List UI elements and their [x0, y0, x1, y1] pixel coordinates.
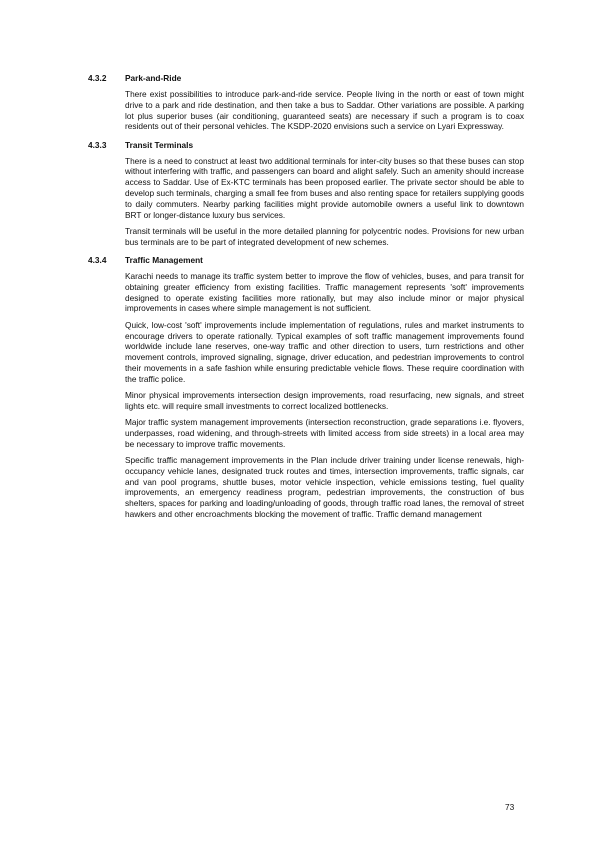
section-title: Traffic Management: [125, 255, 203, 266]
paragraph: Quick, low-cost 'soft' improvements include implementation of regulations, rules and market instruments to encourage drivers to operate rationally. Typical examples of soft traffic management improvements found worldwide include lane reserves, one-way traffic and other direction to users, turn restrictions and other movement controls, improved signaling, signage, driver education, and pedestrian improvements to control their movements in a safe fashion while ensuring predictable vehicle flows. These require coordination with the traffic police.: [125, 319, 524, 384]
paragraph: There is a need to construct at least two additional terminals for inter-city buses so that these buses can stop without interfering with traffic, and passengers can board and alight safely. Such an amenity should increase access to Saddar. Use of Ex-KTC terminals has been proposed earlier. The private sector should be able to develop such terminals, charging a small fee from buses and also renting space for retailers supplying goods to daily commuters. Nearby parking facilities might provide automobile owners a useful link to downtown BRT or longer-distance luxury bus services.: [125, 155, 524, 220]
paragraph: Major traffic system management improvements (intersection reconstruction, grade separations i.e. flyovers, underpasses, road widening, and through-streets with limited access from side streets) in a local area may be necessary to improve traffic movements.: [125, 417, 524, 449]
paragraph: Transit terminals will be useful in the more detailed planning for polycentric nodes. Provisions for new urban bus terminals are to be part of integrated development of new schemes.: [125, 225, 524, 247]
section-number: 4.3.4: [88, 255, 107, 266]
paragraph: Minor physical improvements intersection design improvements, road resurfacing, new signals, and street lights etc. will require small investments to correct localized bottlenecks.: [125, 390, 524, 411]
section-traffic-management: [88, 255, 524, 520]
section-title: Transit Terminals: [125, 139, 194, 150]
section-transit-terminals: [88, 140, 524, 248]
section-title: Park-and-Ride: [125, 73, 182, 83]
page-number: 73: [505, 802, 515, 812]
section-number: 4.3.2: [88, 73, 107, 83]
paragraph: Specific traffic management improvements in the Plan include driver training under license renewals, high-occupancy vehicle lanes, designated truck routes and times, intersection improvements, traffic signals, car and van pool programs, shuttle buses, motor vehicle inspection, vehicle emissions testing, fuel quality improvements, an emergency readiness program, pedestrian improvements, the construction of bus shelters, spaces for parking and loading/unloading of goods, through traffic road lanes, the removal of street hawkers and other encroachments blocking the movement of traffic. Traffic demand management: [125, 455, 524, 519]
section-park-and-ride: [88, 73, 524, 132]
document-body: [88, 73, 524, 525]
section-heading: [88, 140, 524, 151]
section-heading: [88, 255, 524, 266]
paragraph: Karachi needs to manage its traffic system better to improve the flow of vehicles, buses, and para transit for obtaining greater efficiency from existing facilities. Traffic management represents 'soft' improvements designed to operate existing facilities more rationally, but may also include minor or major physical improvements in cases where simple management is not sufficient.: [125, 271, 524, 314]
paragraph: There exist possibilities to introduce park-and-ride service. People living in the north or east of town might drive to a park and ride destination, and then take a bus to Saddar. Other variations are possible. A parking lot plus superior buses (air conditioning, guaranteed seats) are necessary if such a program is to coax residents out of their personal vehicles. The KSDP-2020 envisions such a service on Lyari Expressway.: [125, 89, 524, 132]
section-heading: [88, 73, 524, 84]
section-number: 4.3.3: [88, 139, 107, 150]
